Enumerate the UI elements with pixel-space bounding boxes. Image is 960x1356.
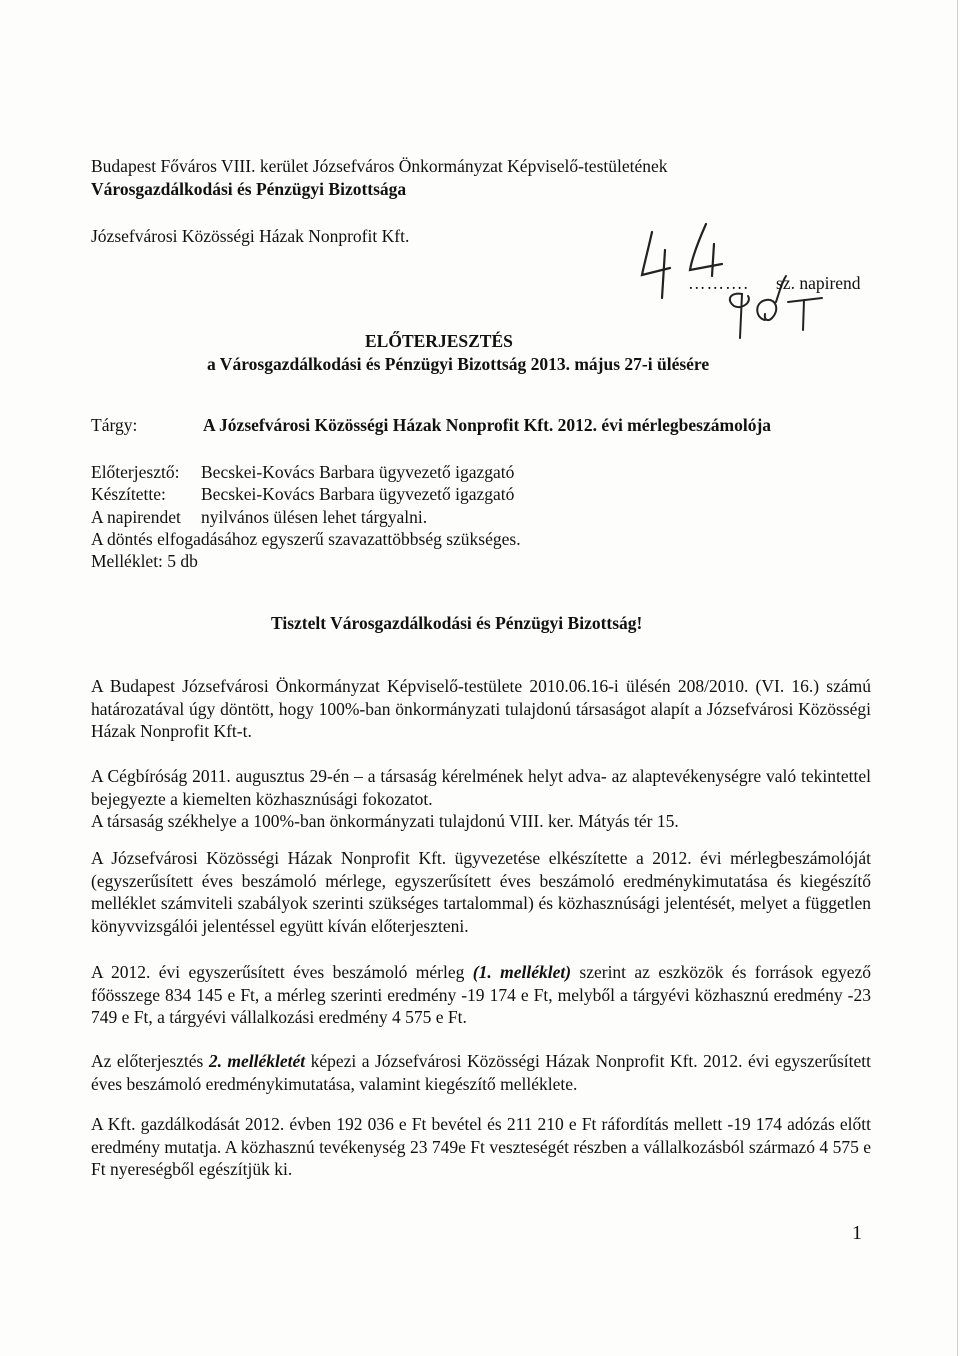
agenda-public-value: nyilvános ülésen lehet tárgyalni. xyxy=(201,507,428,527)
salutation: Tisztelt Városgazdálkodási és Pénzügyi Bizottság! xyxy=(271,613,643,633)
attachments-note: Melléklet: 5 db xyxy=(91,551,198,571)
paragraph-balance-figures xyxy=(91,961,871,1029)
header-line-3: Józsefvárosi Közösségi Házak Nonprofit Kft. xyxy=(91,226,410,246)
paragraph-headquarters: A társaság székhelye a 100%-ban önkormányzati tulajdonú VIII. ker. Mátyás tér 15. xyxy=(91,811,679,831)
document-subtitle: a Városgazdálkodási és Pénzügyi Bizottság 2013. május 27-i ülésére xyxy=(207,354,710,374)
paragraph-income-statement xyxy=(91,1050,871,1095)
header-line-1: Budapest Főváros VIII. kerület Józsefváros Önkormányzat Képviselő-testületének xyxy=(91,156,668,176)
subject-label: Tárgy: xyxy=(91,415,138,435)
attachment-1-ref: (1. melléklet) xyxy=(472,962,572,982)
handwritten-letter-p xyxy=(730,294,749,338)
agenda-label: sz. napirend xyxy=(776,273,861,293)
handwritten-digit-1-stem xyxy=(662,250,665,298)
agenda-public-label: A napirendet xyxy=(91,507,181,527)
p4-post: szerint az eszközök és források egyező főösszege 834 145 e Ft, a mérleg szerinti eredmény -19 174 e Ft, melyből a tárgyévi közhasznú eredmény -23 749 e Ft, a tárgyévi vállalkozási eredmény 4 575 e Ft. xyxy=(91,962,871,1027)
page-number: 1 xyxy=(852,1222,862,1244)
document-title: ELŐTERJESZTÉS xyxy=(365,331,513,351)
presenter-label: Előterjesztő: xyxy=(91,462,180,482)
prepared-label: Készítette: xyxy=(91,484,166,504)
page-edge-line xyxy=(957,0,958,1356)
paragraph-financial-summary: A Kft. gazdálkodását 2012. évben 192 036 e Ft bevétel és 211 210 e Ft ráfordítás mellett -19 174 adózás előtt eredmény mutatja. A közhasznú tevékenység 23 749e Ft veszteségét részben a vállalkozásból származó 4 575 e Ft nyereségből egészítjük ki. xyxy=(91,1114,871,1179)
p5-post: képezi a Józsefvárosi Közösségi Házak Nonprofit Kft. 2012. évi egyszerűsített éves beszámoló eredménykimutatása, valamint kiegészítő melléklete. xyxy=(91,1051,872,1094)
handwritten-letter-t xyxy=(788,298,822,330)
prepared-value: Becskei-Kovács Barbara ügyvezető igazgató xyxy=(201,484,515,504)
p5-pre: Az előterjesztés xyxy=(91,1051,209,1071)
paragraph-balance-report: A Józsefvárosi Közösségi Házak Nonprofit Kft. ügyvezetése elkészítette a 2012. évi mérlegbeszámolóját (egyszerűsített éves beszámoló mérlege, egyszerűsített éves beszámoló eredménykimutatása és kiegészítő melléklet számviteli szabályok szerinti szükséges tartalommal) és közhasznúsági jelentését, melyet a független könyvvizsgálói jelentéssel együtt kíván előterjeszteni. xyxy=(91,848,871,936)
header-line-2: Városgazdálkodási és Pénzügyi Bizottsága xyxy=(91,179,407,199)
attachment-2-ref: 2. mellékletét xyxy=(208,1051,306,1071)
presenter-value: Becskei-Kovács Barbara ügyvezető igazgató xyxy=(201,462,515,482)
paragraph-founding: A Budapest Józsefvárosi Önkormányzat Képviselő-testülete 2010.06.16-i ülésén 208/2010. (VI. 16.) számú határozatával úgy döntött, hogy 100%-ban önkormányzati tulajdonú társaságot alapít a Józsefvárosi Közösségi Házak Nonprofit Kft-t. xyxy=(91,676,871,741)
majority-note: A döntés elfogadásához egyszerű szavazattöbbség szükséges. xyxy=(91,529,521,549)
p4-pre: A 2012. évi egyszerűsített éves beszámoló mérleg xyxy=(91,962,473,982)
agenda-dots: ………. xyxy=(688,273,749,293)
subject-text: A Józsefvárosi Közösségi Házak Nonprofit Kft. 2012. évi mérlegbeszámolója xyxy=(203,415,772,435)
handwritten-digit-2 xyxy=(690,224,722,270)
paragraph-court-registration: A Cégbíróság 2011. augusztus 29-én – a társaság kérelmének helyt adva- az alaptevékenységre való tekintettel bejegyezte a kiemelten közhasznúsági fokozatot. xyxy=(91,766,871,809)
